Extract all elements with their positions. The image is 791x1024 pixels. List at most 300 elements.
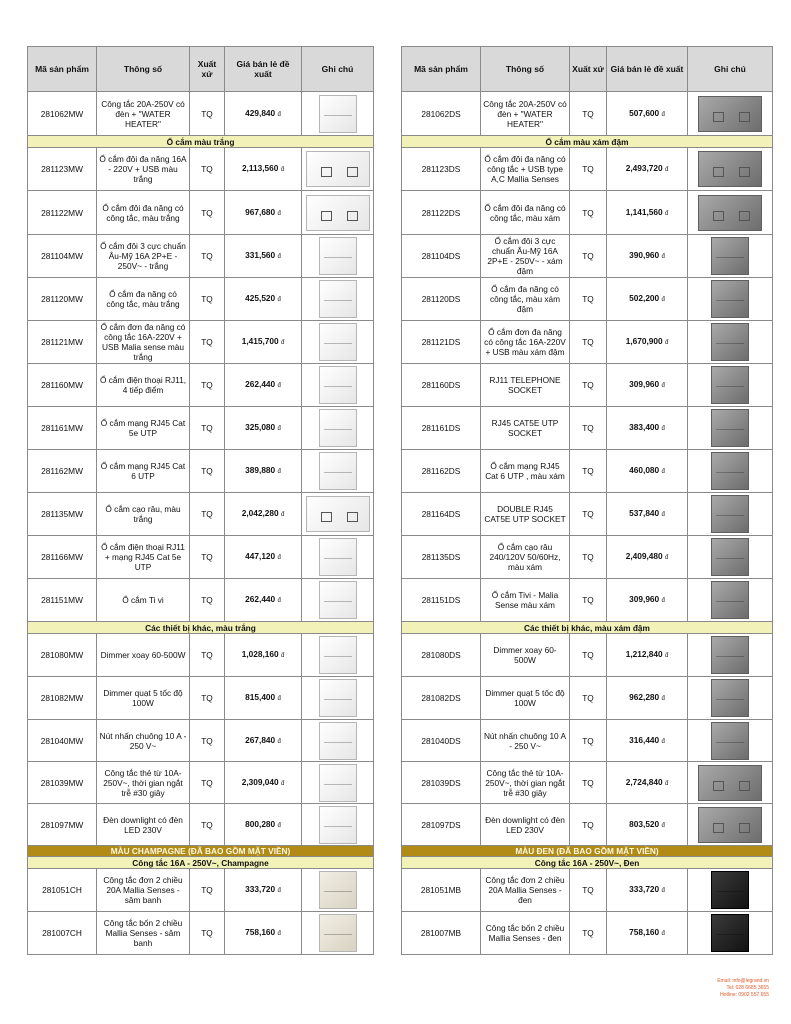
product-price: 316,440	[629, 734, 660, 745]
product-price-cell	[225, 762, 302, 804]
table-row	[28, 278, 374, 321]
product-spec: Ổ cắm đôi đa năng có công tắc, màu xám	[481, 191, 570, 235]
header-price: Giá bán lẻ đề xuất	[607, 47, 688, 92]
plate-line	[716, 891, 744, 892]
socket-port	[347, 512, 358, 522]
product-price: 758,160	[629, 927, 660, 937]
product-origin: TQ	[570, 364, 607, 407]
product-note	[688, 148, 773, 191]
product-origin: TQ	[570, 869, 607, 912]
plate-line	[324, 429, 352, 430]
header-price: Giá bán lẻ đề xuất	[225, 47, 302, 92]
product-spec: Đèn downlight có đèn LED 230V	[481, 804, 570, 846]
table-row	[402, 536, 773, 579]
plate-line	[324, 343, 352, 344]
product-spec: Ổ cắm đôi đa năng 16A - 220V + USB màu trắng	[97, 148, 190, 191]
product-code: 281162MW	[28, 450, 97, 493]
product-origin: TQ	[570, 148, 607, 191]
product-note	[688, 278, 773, 321]
socket-port	[347, 211, 358, 221]
currency-symbol: đ	[277, 598, 281, 604]
product-price-cell	[607, 278, 688, 321]
product-spec: Ổ cắm đôi 3 cực chuẩn Âu-Mỹ 16A 2P+E - 250V~ - xám đậm	[481, 235, 570, 278]
product-spec: Ổ cắm đơn đa năng có công tắc 16A-220V + USB màu xám đậm	[481, 321, 570, 364]
product-origin: TQ	[570, 762, 607, 804]
product-note	[688, 579, 773, 622]
currency-symbol: đ	[661, 426, 665, 432]
product-price: 383,400	[629, 422, 660, 432]
product-spec: Ổ cắm cạo râu 240/120V 50/60Hz, màu xám	[481, 536, 570, 579]
product-price-cell	[225, 579, 302, 622]
product-price-cell	[225, 148, 302, 191]
product-spec: Ổ cắm cạo râu, màu trắng	[97, 493, 190, 536]
product-price-cell	[607, 804, 688, 846]
product-price-cell	[607, 191, 688, 235]
product-price-cell	[225, 450, 302, 493]
product-price: 2,724,840	[625, 776, 663, 787]
product-origin: TQ	[190, 191, 225, 235]
plate-line	[324, 742, 352, 743]
currency-symbol: đ	[664, 780, 669, 787]
currency-symbol: đ	[661, 254, 665, 260]
product-note	[302, 634, 374, 677]
product-photo	[319, 806, 357, 844]
product-spec: Công tắc bốn 2 chiều Mallia Senses - đen	[481, 912, 570, 955]
table-row	[402, 278, 773, 321]
product-code: 281160MW	[28, 364, 97, 407]
plate-line	[716, 472, 744, 473]
currency-symbol: đ	[277, 469, 281, 475]
product-spec: Dimmer xoay 60-500W	[97, 634, 190, 677]
product-code: 281097MW	[28, 804, 97, 846]
table-row	[28, 634, 374, 677]
table-row	[28, 493, 374, 536]
product-note	[302, 720, 374, 762]
product-price: 460,080	[629, 465, 660, 475]
currency-symbol: đ	[277, 738, 281, 745]
currency-symbol: đ	[661, 383, 665, 389]
product-code: 281007MB	[402, 912, 481, 955]
product-price-cell	[225, 677, 302, 720]
product-code: 281122MW	[28, 191, 97, 235]
product-origin: TQ	[570, 278, 607, 321]
header-origin: Xuất xứ	[190, 47, 225, 92]
section-header	[28, 136, 374, 148]
product-code: 281122DS	[402, 191, 481, 235]
socket-port	[739, 167, 750, 177]
header-code: Mã sản phẩm	[28, 47, 97, 92]
product-note	[302, 450, 374, 493]
product-note	[302, 677, 374, 720]
product-price-cell	[225, 191, 302, 235]
table-row	[28, 912, 374, 955]
product-spec: Đèn downlight có đèn LED 230V	[97, 804, 190, 846]
plate-line	[716, 699, 744, 700]
product-photo	[711, 679, 749, 717]
currency-symbol: đ	[277, 931, 281, 937]
product-note	[688, 321, 773, 364]
product-origin: TQ	[570, 191, 607, 235]
product-spec: Nút nhấn chuông 10 A - 250 V~	[97, 720, 190, 762]
product-price: 502,200	[629, 293, 660, 303]
contact-footer	[717, 978, 769, 999]
product-price: 447,120	[245, 551, 276, 561]
product-origin: TQ	[570, 450, 607, 493]
table-row	[28, 579, 374, 622]
product-photo	[711, 280, 749, 318]
socket-port	[713, 823, 724, 833]
product-price-cell	[225, 92, 302, 136]
product-price: 1,212,840	[625, 649, 663, 659]
product-photo	[698, 195, 762, 231]
product-spec: Công tắc thẻ từ 10A-250V~, thời gian ngắt trễ #30 giây	[481, 762, 570, 804]
product-origin: TQ	[190, 235, 225, 278]
product-price: 1,141,560	[625, 206, 663, 217]
product-origin: TQ	[570, 677, 607, 720]
product-code: 281151DS	[402, 579, 481, 622]
footer-tel: Tel: 028 6685 3655	[726, 985, 769, 991]
currency-symbol: đ	[661, 696, 665, 702]
price-table-left	[27, 46, 374, 955]
product-photo	[319, 409, 357, 447]
plate-line	[324, 115, 352, 116]
currency-symbol: đ	[277, 696, 281, 702]
product-note	[688, 92, 773, 136]
table-row	[402, 450, 773, 493]
product-photo	[711, 409, 749, 447]
product-price-cell	[607, 579, 688, 622]
product-note	[302, 762, 374, 804]
table-row	[28, 450, 374, 493]
product-price: 815,400	[245, 692, 276, 702]
currency-symbol: đ	[280, 653, 285, 659]
product-note	[688, 869, 773, 912]
product-note	[688, 450, 773, 493]
section-header	[28, 857, 374, 869]
product-price-cell	[225, 364, 302, 407]
plate-line	[716, 515, 744, 516]
product-price-cell	[607, 677, 688, 720]
product-note	[688, 191, 773, 235]
product-photo	[319, 323, 357, 361]
table-row	[402, 912, 773, 955]
currency-symbol: đ	[664, 210, 669, 217]
product-code: 281040MW	[28, 720, 97, 762]
section-header	[402, 136, 773, 148]
plate-line	[324, 300, 352, 301]
product-origin: TQ	[190, 762, 225, 804]
product-note	[688, 235, 773, 278]
currency-symbol: đ	[277, 297, 281, 303]
currency-symbol: đ	[661, 297, 665, 303]
product-origin: TQ	[190, 720, 225, 762]
product-origin: TQ	[190, 677, 225, 720]
socket-port	[739, 823, 750, 833]
plate-line	[324, 656, 352, 657]
product-note	[688, 407, 773, 450]
product-note	[688, 493, 773, 536]
product-photo	[711, 495, 749, 533]
product-code: 281161MW	[28, 407, 97, 450]
product-note	[302, 191, 374, 235]
product-code: 281151MW	[28, 579, 97, 622]
plate-line	[324, 934, 352, 935]
product-price-cell	[225, 278, 302, 321]
table-row	[402, 191, 773, 235]
product-price-cell	[607, 321, 688, 364]
product-photo	[711, 323, 749, 361]
product-photo	[306, 151, 370, 187]
product-origin: TQ	[190, 450, 225, 493]
header-code: Mã sản phẩm	[402, 47, 481, 92]
table-row	[28, 804, 374, 846]
currency-symbol: đ	[277, 210, 281, 217]
product-price-cell	[225, 869, 302, 912]
footer-email: Email: info@legrand.vn	[717, 978, 769, 984]
currency-symbol: đ	[277, 254, 281, 260]
table-row	[28, 762, 374, 804]
product-photo	[319, 366, 357, 404]
product-note	[688, 720, 773, 762]
header-origin: Xuất xứ	[570, 47, 607, 92]
section-label: Ổ cắm màu trắng	[28, 136, 374, 148]
product-origin: TQ	[190, 536, 225, 579]
product-price: 429,840	[245, 107, 276, 118]
product-spec: Dimmer xoay 60-500W	[481, 634, 570, 677]
currency-symbol: đ	[661, 931, 665, 937]
product-origin: TQ	[570, 579, 607, 622]
product-spec: Dimmer quạt 5 tốc độ 100W	[481, 677, 570, 720]
product-photo	[319, 581, 357, 619]
section-header	[402, 622, 773, 634]
product-price: 2,113,560	[241, 163, 279, 173]
product-price: 309,960	[629, 379, 660, 389]
header-note: Ghi chú	[688, 47, 773, 92]
product-origin: TQ	[190, 278, 225, 321]
product-spec: Công tắc đơn 2 chiều 20A Mallia Senses - đen	[481, 869, 570, 912]
currency-symbol: đ	[280, 512, 285, 518]
product-note	[302, 235, 374, 278]
header-spec: Thông số	[481, 47, 570, 92]
product-note	[302, 278, 374, 321]
product-origin: TQ	[570, 912, 607, 955]
product-price: 1,670,900	[625, 336, 663, 346]
product-price-cell	[225, 407, 302, 450]
table-row	[28, 407, 374, 450]
product-note	[302, 364, 374, 407]
product-note	[688, 634, 773, 677]
product-origin: TQ	[570, 493, 607, 536]
product-origin: TQ	[190, 407, 225, 450]
table-row	[402, 92, 773, 136]
product-spec: Ổ cắm đôi 3 cực chuẩn Âu-Mỹ 16A 2P+E - 250V~ - trắng	[97, 235, 190, 278]
product-note	[302, 407, 374, 450]
product-origin: TQ	[190, 912, 225, 955]
product-spec: Ổ cắm đa năng có công tắc, màu xám đậm	[481, 278, 570, 321]
product-price-cell	[607, 450, 688, 493]
product-note	[302, 912, 374, 955]
product-origin: TQ	[570, 720, 607, 762]
product-origin: TQ	[570, 804, 607, 846]
product-spec: Nút nhấn chuông 10 A - 250 V~	[481, 720, 570, 762]
band-label: MÀU CHAMPAGNE (ĐÃ BAO GỒM MẶT VIỀN)	[28, 846, 374, 857]
plate-line	[716, 386, 744, 387]
currency-symbol: đ	[280, 340, 285, 346]
product-photo	[306, 195, 370, 231]
product-price-cell	[225, 235, 302, 278]
plate-line	[716, 429, 744, 430]
section-label: Công tắc 16A - 250V~, Đen	[402, 857, 773, 869]
currency-symbol: đ	[664, 167, 669, 173]
table-row	[28, 364, 374, 407]
section-header	[402, 857, 773, 869]
table-row	[28, 536, 374, 579]
product-origin: TQ	[190, 493, 225, 536]
product-price-cell	[607, 720, 688, 762]
footer-hotline: Hotline: 0902 557 655	[720, 992, 769, 998]
currency-symbol: đ	[664, 340, 669, 346]
plate-line	[324, 472, 352, 473]
table-row	[28, 235, 374, 278]
product-price: 331,560	[245, 250, 276, 260]
product-code: 281120MW	[28, 278, 97, 321]
product-spec: Ổ cắm điện thoại RJ11 + mạng RJ45 Cat 5e UTP	[97, 536, 190, 579]
plate-line	[324, 826, 352, 827]
product-note	[302, 92, 374, 136]
product-price-cell	[225, 536, 302, 579]
product-spec: Dimmer quạt 5 tốc độ 100W	[97, 677, 190, 720]
table-row	[402, 321, 773, 364]
product-price: 325,080	[245, 422, 276, 432]
currency-symbol: đ	[661, 598, 665, 604]
table-row	[402, 762, 773, 804]
product-price: 2,493,720	[625, 163, 663, 173]
product-spec: Ổ cắm đơn đa năng có công tắc 16A-220V + USB Malia sense màu trắng	[97, 321, 190, 364]
product-price: 390,960	[629, 250, 660, 260]
table-row	[402, 407, 773, 450]
product-spec: RJ45 CAT5E UTP SOCKET	[481, 407, 570, 450]
product-photo	[711, 581, 749, 619]
socket-port	[321, 167, 332, 177]
table-row	[28, 869, 374, 912]
plate-line	[716, 656, 744, 657]
product-origin: TQ	[570, 536, 607, 579]
product-price-cell	[607, 869, 688, 912]
product-note	[688, 804, 773, 846]
product-spec: Ổ cắm mạng RJ45 Cat 5e UTP	[97, 407, 190, 450]
currency-symbol: đ	[280, 780, 285, 787]
product-price: 537,840	[629, 508, 660, 518]
plate-line	[716, 257, 744, 258]
product-spec: Công tắc 20A-250V có đèn + "WATER HEATER"	[481, 92, 570, 136]
table-row	[28, 148, 374, 191]
table-row	[402, 579, 773, 622]
product-spec: Ổ cắm đôi đa năng có công tắc + USB type A,C Mallia Senses	[481, 148, 570, 191]
currency-symbol: đ	[664, 653, 669, 659]
product-note	[302, 579, 374, 622]
product-price-cell	[607, 407, 688, 450]
product-price-cell	[607, 148, 688, 191]
product-origin: TQ	[570, 235, 607, 278]
product-price: 758,160	[245, 927, 276, 937]
plate-line	[716, 558, 744, 559]
product-price-cell	[225, 321, 302, 364]
product-code: 281161DS	[402, 407, 481, 450]
product-code: 281121MW	[28, 321, 97, 364]
product-spec: RJ11 TELEPHONE SOCKET	[481, 364, 570, 407]
currency-symbol: đ	[661, 111, 665, 118]
product-code: 281062DS	[402, 92, 481, 136]
product-note	[302, 536, 374, 579]
product-price: 962,280	[629, 692, 660, 702]
product-origin: TQ	[190, 634, 225, 677]
product-spec: Ổ cắm Tivi - Malia Sense màu xám	[481, 579, 570, 622]
product-note	[688, 912, 773, 955]
table-row	[402, 493, 773, 536]
product-photo	[698, 151, 762, 187]
price-table-right	[401, 46, 773, 955]
section-label: Ổ cắm màu xám đậm	[402, 136, 773, 148]
currency-symbol: đ	[277, 426, 281, 432]
product-photo	[698, 807, 762, 843]
product-spec: Công tắc thẻ từ 10A-250V~, thời gian ngắt trễ #30 giây	[97, 762, 190, 804]
product-code: 281007CH	[28, 912, 97, 955]
product-photo	[319, 722, 357, 760]
product-origin: TQ	[190, 804, 225, 846]
product-photo	[319, 636, 357, 674]
product-spec: Ổ cắm mạng RJ45 Cat 6 UTP , màu xám	[481, 450, 570, 493]
plate-line	[716, 300, 744, 301]
table-row	[402, 720, 773, 762]
product-price: 309,960	[629, 594, 660, 604]
product-note	[688, 677, 773, 720]
product-photo	[319, 95, 357, 133]
product-code: 281104DS	[402, 235, 481, 278]
product-code: 281123DS	[402, 148, 481, 191]
product-origin: TQ	[570, 407, 607, 450]
socket-port	[739, 211, 750, 221]
product-code: 281062MW	[28, 92, 97, 136]
table-row	[402, 634, 773, 677]
header-spec: Thông số	[97, 47, 190, 92]
product-spec: Ổ cắm Ti vi	[97, 579, 190, 622]
plate-line	[716, 343, 744, 344]
table-row	[28, 720, 374, 762]
product-price-cell	[607, 634, 688, 677]
section-label: Các thiết bị khác, màu xám đậm	[402, 622, 773, 634]
product-spec: Công tắc bốn 2 chiều Mallia Senses - sâm banh	[97, 912, 190, 955]
product-code: 281135MW	[28, 493, 97, 536]
product-photo	[306, 496, 370, 532]
plate-line	[324, 891, 352, 892]
product-price: 262,440	[245, 594, 276, 604]
section-label: Công tắc 16A - 250V~, Champagne	[28, 857, 374, 869]
plate-line	[324, 601, 352, 602]
product-note	[302, 321, 374, 364]
currency-symbol: đ	[661, 822, 665, 829]
socket-port	[347, 167, 358, 177]
table-row	[28, 321, 374, 364]
product-price-cell	[607, 92, 688, 136]
product-origin: TQ	[190, 148, 225, 191]
product-code: 281104MW	[28, 235, 97, 278]
product-photo	[711, 871, 749, 909]
socket-port	[739, 112, 750, 122]
product-spec: Ổ cắm đôi đa năng có công tắc, màu trắng	[97, 191, 190, 235]
plate-line	[716, 934, 744, 935]
plate-line	[716, 601, 744, 602]
product-photo	[711, 538, 749, 576]
